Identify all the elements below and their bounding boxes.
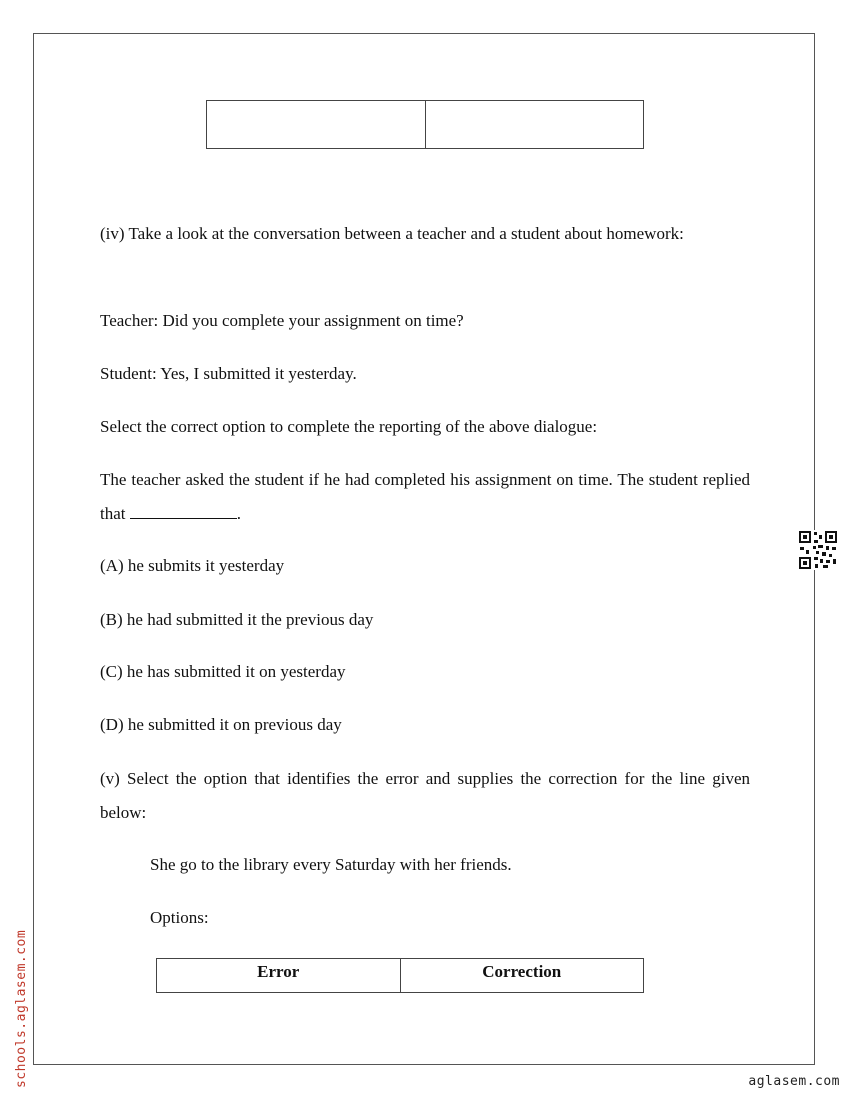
option-b: (B) he had submitted it the previous day (100, 610, 374, 629)
side-watermark: schools.aglasem.com (14, 929, 29, 1088)
table-header-error: Error (157, 959, 401, 993)
question-v-intro: (v) Select the option that identifies the error and supplies the correction for the line given below: (100, 769, 750, 822)
error-sentence: She go to the library every Saturday with her friends. (150, 855, 512, 874)
option-d: (D) he submitted it on previous day (100, 715, 342, 734)
question-iv-instruction: Select the correct option to complete the reporting of the above dialogue: (100, 417, 598, 436)
option-c: (C) he has submitted it on yesterday (100, 662, 346, 681)
qr-code-icon (798, 530, 838, 570)
table-header-correction: Correction (400, 959, 644, 993)
reported-speech-end: . (236, 504, 241, 523)
top-table-cell-right (425, 101, 644, 149)
top-empty-table (206, 100, 644, 149)
student-line: Student: Yes, I submitted it yesterday. (100, 364, 357, 383)
options-label: Options: (150, 908, 209, 927)
top-table-cell-left (207, 101, 426, 149)
reported-speech (100, 463, 750, 531)
error-correction-table (156, 958, 644, 993)
question-iv-intro: (iv) Take a look at the conversation between a teacher and a student about homework: (100, 224, 684, 243)
teacher-line: Teacher: Did you complete your assignment on time? (100, 311, 464, 330)
option-a: (A) he submits it yesterday (100, 556, 285, 575)
answer-blank (130, 504, 237, 519)
reported-speech-text: The teacher asked the student if he had completed his assignment on time. The student replied that (100, 470, 750, 523)
bottom-watermark: aglasem.com (748, 1074, 840, 1089)
